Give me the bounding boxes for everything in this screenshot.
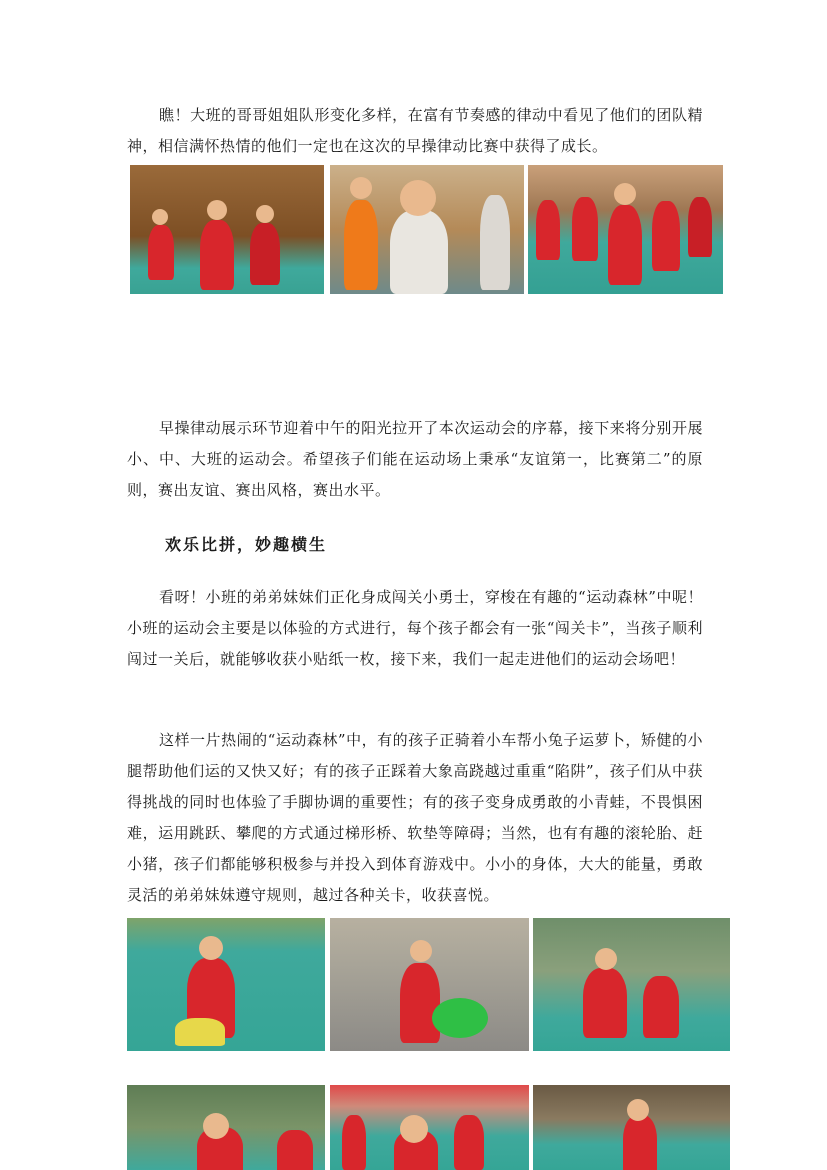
photo-big-class-exercise-2 [330,165,524,294]
photo-big-class-exercise-3 [528,165,723,294]
photo-small-class-game-1 [127,918,325,1051]
paragraph-small-class-intro: 看呀！小班的弟弟妹妹们正化身成闯关小勇士，穿梭在有趣的“运动森林”中呢！小班的运动会主要是以体验的方式进行，每个孩子都会有一张“闯关卡”，当孩子顺利闯过一关后，就能够收获小贴纸一枚，接下来，我们一起走进他们的运动会场吧！ [127,588,703,668]
photo-small-class-game-5 [330,1085,529,1170]
photo-big-class-exercise-1 [130,165,324,294]
paragraph-opening: 早操律动展示环节迎着中午的阳光拉开了本次运动会的序幕，接下来将分别开展小、中、大班的运动会。希望孩子们能在运动场上秉承“友谊第一，比赛第二”的原则，赛出友谊、赛出风格，赛出水平。 [127,419,703,499]
paragraph-big-class-drill: 瞧！大班的哥哥姐姐队形变化多样，在富有节奏感的律动中看见了他们的团队精神，相信满怀热情的他们一定也在这次的早操律动比赛中获得了成长。 [127,106,703,155]
photo-small-class-game-6 [533,1085,730,1170]
photo-small-class-game-4 [127,1085,325,1170]
photo-small-class-game-2 [330,918,529,1051]
paragraph-sports-forest: 这样一片热闹的“运动森林”中，有的孩子正骑着小车帮小兔子运萝卜，矫健的小腿帮助他们运的又快又好；有的孩子正踩着大象高跷越过重重“陷阱”，孩子们从中获得挑战的同时也体验了手脚协调的重要性；有的孩子变身成勇敢的小青蛙，不畏惧困难，运用跳跃、攀爬的方式通过梯形桥、软垫等障碍；当然，也有有趣的滚轮胎、赶小猪，孩子们都能够积极参与并投入到体育游戏中。小小的身体，大大的能量，勇敢灵活的弟弟妹妹遵守规则，越过各种关卡，收获喜悦。 [127,731,703,904]
photo-small-class-game-3 [533,918,730,1051]
section-heading: 欢乐比拼，妙趣横生 [165,535,328,554]
